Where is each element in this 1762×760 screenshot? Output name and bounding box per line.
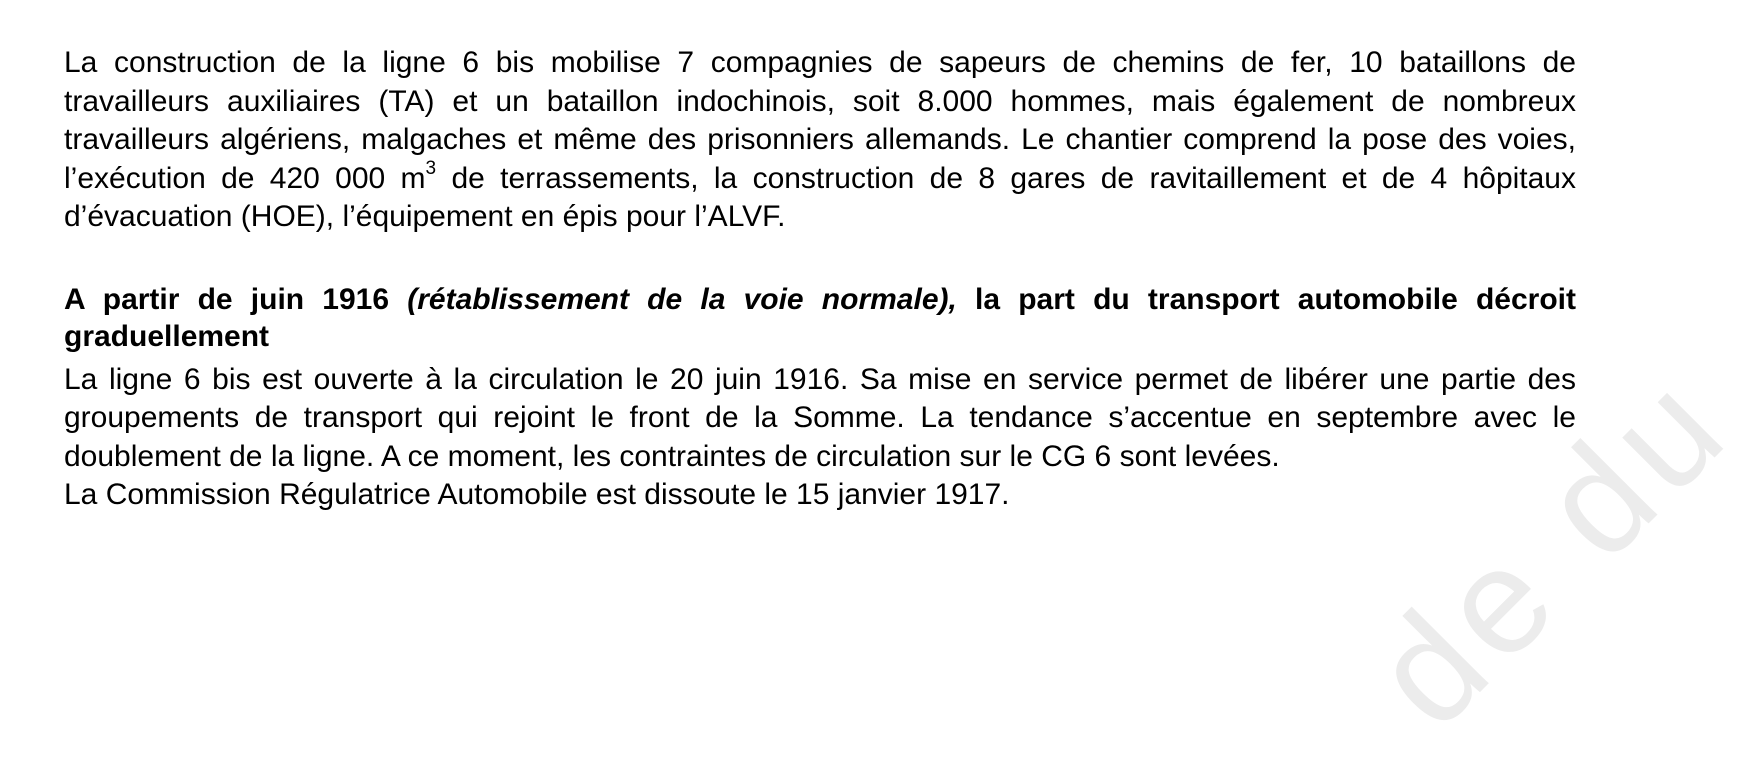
section-heading — [64, 281, 1576, 355]
document-page — [64, 44, 1576, 515]
paragraph-commission: La Commission Régulatrice Automobile est dissoute le 15 janvier 1917. — [64, 478, 1010, 511]
heading-part2: la part du transport automobile décroit graduellement — [64, 282, 1577, 353]
spacer — [64, 237, 1576, 281]
paragraph-construction-text: La construction de la ligne 6 bis mobilise 7 compagnies de sapeurs de chemins de fer, 10 bataillons de travailleurs auxiliaires (TA) et un bataillon indochinois, soit 8.000 hommes, mais également de nombreux travailleurs algériens, malgaches et même des prisonniers allemands. Le chantier comprend la pose des voies, l’exécution de 420 000 m — [64, 46, 1576, 195]
paragraph-construction-text-end: de terrassements, la construction de 8 gares de ravitaillement et de 4 hôpitaux d’évacuation (HOE), l’équipement en épis pour l’ALVF. — [64, 161, 1576, 233]
paragraph-construction — [64, 44, 1576, 237]
superscript-cubic: 3 — [425, 157, 437, 179]
heading-part1: A partir de juin 1916 — [64, 282, 408, 316]
watermark-text: de du — [1340, 338, 1761, 758]
heading-italic: (rétablissement de la voie normale), — [407, 282, 957, 316]
paragraph-ligne-6-bis: La ligne 6 bis est ouverte à la circulation le 20 juin 1916. Sa mise en service permet de libérer une partie des groupements de transport qui rejoint le front de la Somme. La tendance s’accentue en septembre avec le doublement de la ligne. A ce moment, les contraintes de circulation sur le CG 6 sont levées. — [64, 362, 1576, 473]
